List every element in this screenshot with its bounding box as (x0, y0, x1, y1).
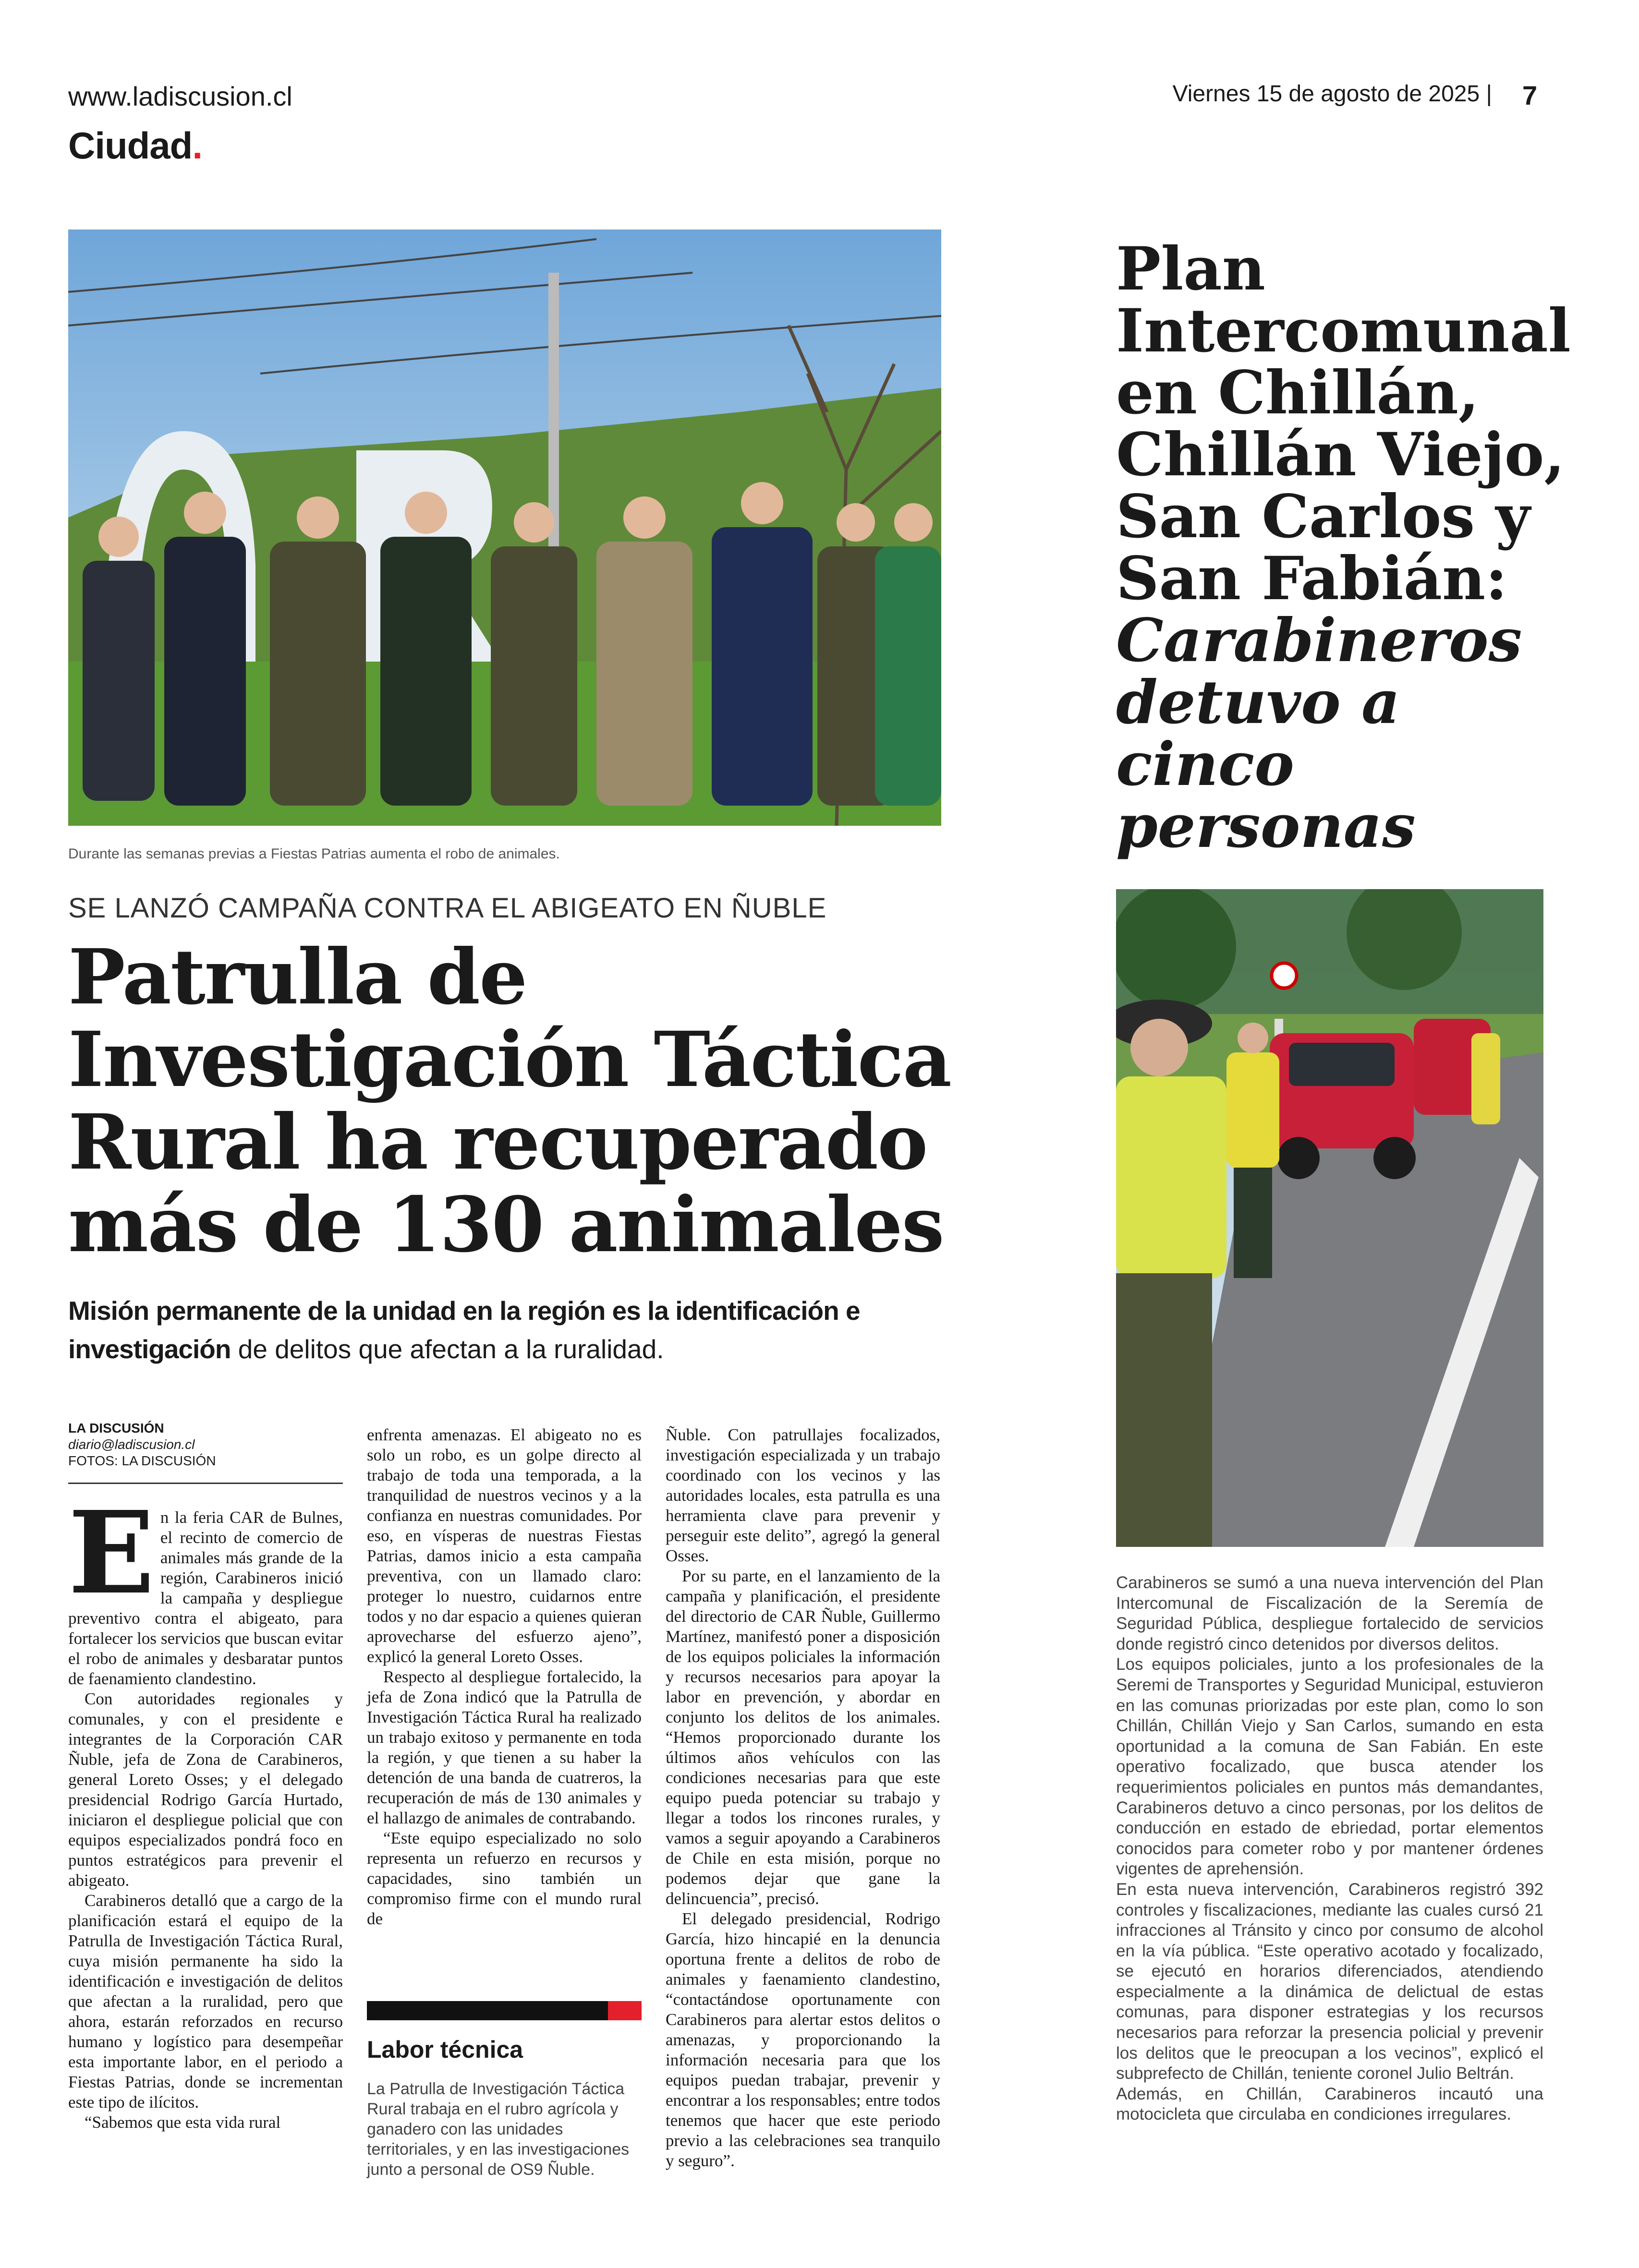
sidebar-bar-accent (608, 2001, 642, 2020)
main-photo-caption: Durante las semanas previas a Fiestas Patrias aumenta el robo de animales. (68, 846, 560, 862)
section-label: Ciudad. (68, 124, 202, 167)
edition-date: Viernes 15 de agosto de 2025 | (1172, 81, 1492, 107)
deck-bold: Misión permanente de la unidad en la región es la identificación e investigación (68, 1296, 860, 1364)
byline-org: LA DISCUSIÓN (68, 1421, 164, 1436)
article-deck (68, 1291, 942, 1368)
side-photo (1116, 889, 1543, 1547)
article-column-1 (68, 1486, 343, 2133)
main-photo (68, 229, 941, 826)
side-headline-italic: Carabineros detuvo a cinco personas (1116, 606, 1522, 861)
article-headline: Patrulla de Investigación Táctica Rural ha recuperado más de 130 animales (68, 933, 951, 1269)
paragraph: Además, en Chillán, Carabineros incautó una motocicleta que circulaba en condiciones irregulares. (1116, 2084, 1543, 2124)
paragraph: Respecto al despliegue fortalecido, la jefa de Zona indicó que la Patrulla de Investigación Táctica Rural ha realizado un trabajo exitoso y permanente en toda la región, y que tienen a su haber la detención de una banda de cuatreros, la recuperación de más de 130 animales y el hallazgo de animales de contrabando. (367, 1667, 642, 1827)
paragraph: Carabineros detalló que a cargo de la planificación estará el equipo de la Patrulla de Investigación Táctica Rural, cuya misión permanente ha sido la identificación e investigación de delitos que afectan a la ruralidad, pero que ahora, estarán reforzados en recurso humano y logístico para desempeñar esta importante labor, en el periodo a Fiestas Patrias, donde se incrementan este tipo de ilícitos. (68, 1891, 343, 2111)
byline (68, 1420, 342, 1469)
byline-email[interactable]: diario@ladiscusion.cl (68, 1437, 195, 1452)
side-article-text (1116, 1573, 1543, 2125)
paragraph: El delegado presidencial, Rodrigo García, hizo hincapié en la denuncia oportuna frente a delitos de robo de animales y faenamiento clandestino, “contactándose oportunamente con Carabineros para alertar estos delitos o amenazas, y proporcionando la información necesaria para que los equipos puedan trabajar, prevenir y encontrar a los responsables; entre todos tenemos que hacer que este periodo previo a las celebraciones sea tranquilo y seguro”. (666, 1909, 940, 2170)
deck-rest: de delitos que afectan a la ruralidad. (231, 1334, 664, 1364)
paragraph: Ñuble. Con patrullajes focalizados, investigación especializada y un trabajo coordinado con los vecinos y las autoridades locales, esta patrulla es una herramienta clave para prevenir y perseguir este delito”, agregó la general Osses. (666, 1425, 940, 1565)
dropcap: E (68, 1486, 155, 1619)
side-headline-main: Plan Intercomunal en Chillán, Chillán Viejo, San Carlos y San Fabián: (1116, 234, 1571, 614)
article-column-2 (367, 1425, 642, 1929)
paragraph: “Este equipo especializado no solo representa un refuerzo en recursos y capacidades, sino también un compromiso firme con el mundo rural de (367, 1829, 642, 1928)
sidebar-bar (367, 2001, 642, 2020)
article-kicker: SE LANZÓ CAMPAÑA CONTRA EL ABIGEATO EN ÑUBLE (68, 893, 827, 924)
article-column-3 (666, 1425, 940, 2171)
paragraph: enfrenta amenazas. El abigeato no es solo un robo, es un golpe directo al trabajo de toda una temporada, a la tranquilidad de nuestros vecinos y a la confianza en nuestras comunidades. Por eso, en vísperas de nuestras Fiestas Patrias, damos inicio a esta campaña preventiva, con un llamado claro: proteger lo nuestro, cuidarnos entre todos y no dar espacio a quienes quieran aprovecharse del esfuerzo ajeno”, explicó la general Loreto Osses. (367, 1425, 642, 1666)
sidebar-title: Labor técnica (367, 2036, 523, 2063)
paragraph: En la feria CAR de Bulnes, el recinto de comercio de animales más grande de la región, Carabineros inició la campaña y despliegue preventivo contra el abigeato, para fortalecer los servicios que buscan evitar el robo de animales y desbaratar puntos de faenamiento clandestino. (68, 1486, 343, 1688)
side-article-headline (1116, 234, 1596, 861)
byline-photos: FOTOS: LA DISCUSIÓN (68, 1453, 216, 1468)
paragraph: Carabineros se sumó a una nueva intervención del Plan Intercomunal de Fiscalización de la Seremía de Seguridad Pública, despliegue fortalecido de servicios donde registró cinco detenidos por diversos delitos. (1116, 1573, 1543, 1653)
paragraph: “Sabemos que esta vida rural (85, 2113, 281, 2132)
page-number: 7 (1522, 80, 1538, 110)
site-url[interactable]: www.ladiscusion.cl (68, 81, 292, 111)
paragraph: Los equipos policiales, junto a los profesionales de la Seremi de Transportes y Seguridad Municipal, estuvieron en las comunas priorizadas por este plan, como lo son Chillán, Chillán Viejo y San Carlos, sumando en esta oportunidad a la comuna de San Fabián. En este operativo focalizado, que busca atender los requerimientos policiales en puntos más demandantes, Carabineros detuvo a cinco personas, por los delitos de conducción en estado de ebriedad, portar elementos conocidos para cometer robo y por mantener órdenes vigentes de aprehensión. (1116, 1655, 1543, 1879)
paragraph: Por su parte, en el lanzamiento de la campaña y planificación, el presidente del directorio de CAR Ñuble, Guillermo Martínez, manifestó poner a disposición de los equipos policiales la información y recursos necesarios para apoyar la labor en prevención, y abordar en conjunto los delitos de los animales. “Hemos proporcionado durante los últimos años vehículos con las condiciones necesarias para que este equipo pueda potenciar su trabajo y llegar a todos los rincones rurales, y vamos a seguir apoyando a Carabineros de Chile en esta misión, porque no podemos dejar que gane la delincuencia”, precisó. (666, 1567, 940, 1908)
sidebar-text: La Patrulla de Investigación Táctica Rural trabaja en el rubro agrícola y ganadero con las unidades territoriales, y en las investigaciones junto a personal de OS9 Ñuble. (367, 2080, 630, 2179)
paragraph: Con autoridades regionales y comunales, y con el presidente e integrantes de la Corporación CAR Ñuble, jefa de Zona de Carabineros, general Loreto Osses; y el delegado presidencial Rodrigo García Hurtado, iniciaron el despliegue policial que con equipos especializados pondrá foco en puntos estratégicos para prevenir el abigeato. (68, 1689, 343, 1890)
byline-rule (68, 1483, 343, 1484)
paragraph: En esta nueva intervención, Carabineros registró 392 controles y fiscalizaciones, mediante las cuales cursó 21 infracciones al Tránsito y cinco por consumo de alcohol en la vía pública. “Este operativo acotado y focalizado, se ejecutó en horarios diferenciados, atendiendo especialmente a la dinámica de delictual de estas comunas, para disponer estrategias y los recursos necesarios para reforzar la presencia policial y prevenir los delitos que le preocupan a los vecinos”, explicó el subprefecto de Chillán, teniente coronel Julio Beltrán. (1116, 1880, 1543, 2083)
